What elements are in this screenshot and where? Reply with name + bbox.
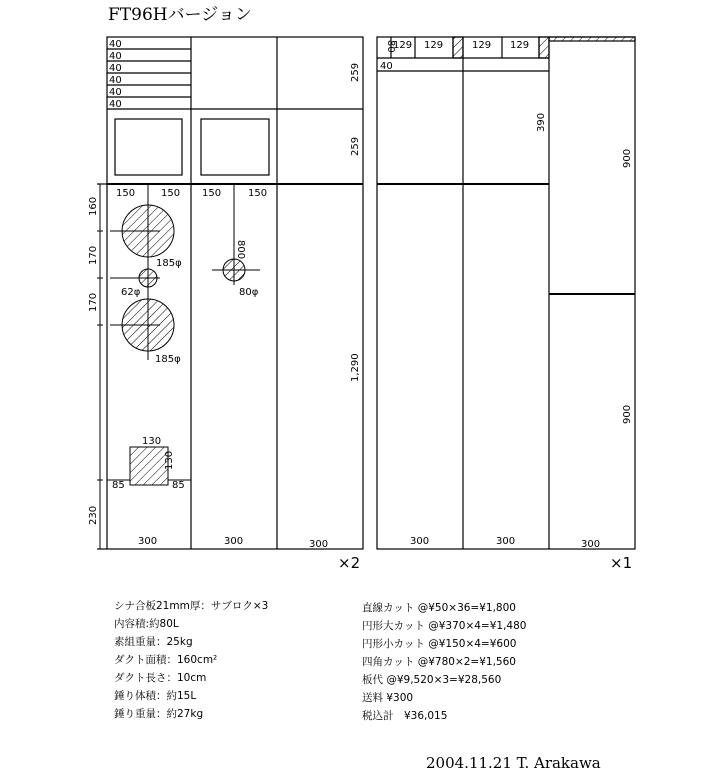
dim-800: 800 xyxy=(235,240,246,260)
window-panel-1 xyxy=(115,119,182,175)
shelf-label: 40 xyxy=(109,51,122,62)
cost-line: 送料 ¥300 xyxy=(362,692,414,704)
label-185b: 185φ xyxy=(155,354,181,365)
bottom-300: 300 xyxy=(496,536,516,547)
right-sheet xyxy=(377,37,635,549)
shelf-label: 40 xyxy=(109,63,122,74)
col2-150a: 150 xyxy=(202,188,222,199)
bottom-300: 300 xyxy=(309,539,329,550)
label-185a: 185φ xyxy=(156,258,182,269)
top-129: 129 xyxy=(424,40,444,51)
col1-150a: 150 xyxy=(116,188,136,199)
top-129: 129 xyxy=(393,40,413,51)
sq-130h: 130 xyxy=(164,450,175,470)
dim-230: 230 xyxy=(88,505,99,525)
dim-1290: 1,290 xyxy=(350,353,361,382)
spec-line: ダクト面積：160cm² xyxy=(114,654,218,666)
spec-line: 錘り重量：約27kg xyxy=(114,708,204,720)
cost-line: 円形小カット @¥150×4=¥600 xyxy=(362,638,517,650)
col1-150b: 150 xyxy=(161,188,181,199)
multiplier-left: ×2 xyxy=(338,554,361,572)
multiplier-right: ×1 xyxy=(610,554,633,572)
shelf-label: 40 xyxy=(109,75,122,86)
cost-line: 板代 @¥9,520×3=¥28,560 xyxy=(362,674,502,686)
label-62: 62φ xyxy=(121,287,141,298)
specs-left xyxy=(114,597,268,723)
spec-line: ダクト長さ：10cm xyxy=(114,672,207,684)
cost-line: 四角カット @¥780×2=¥1,560 xyxy=(362,656,516,668)
dim-900b: 900 xyxy=(622,404,633,424)
sq-85b: 85 xyxy=(172,480,185,491)
shelf-label: 40 xyxy=(109,39,122,50)
spec-line: シナ合板21mm厚：サブロク×3 xyxy=(114,600,269,612)
shelf-40: 40 xyxy=(380,61,393,72)
cost-line: 直線カット @¥50×36=¥1,800 xyxy=(362,602,516,614)
bottom-300: 300 xyxy=(581,539,601,550)
shelf-label: 40 xyxy=(109,87,122,98)
dim-80: 80 xyxy=(385,40,396,53)
dim-170a: 170 xyxy=(88,245,99,265)
bottom-300: 300 xyxy=(224,536,244,547)
square-cutout xyxy=(130,447,168,485)
cost-line: 円形大カット @¥370×4=¥1,480 xyxy=(362,620,527,632)
sq-130w: 130 xyxy=(142,436,162,447)
dim-900a: 900 xyxy=(622,148,633,168)
window-panel-2 xyxy=(201,119,269,175)
top-129: 129 xyxy=(510,40,530,51)
signature: 2004.11.21 T. Arakawa xyxy=(426,754,601,772)
label-80: 80φ xyxy=(239,287,259,298)
sq-85a: 85 xyxy=(112,480,125,491)
dim-170b: 170 xyxy=(88,292,99,312)
spec-line: 錘り体積：約15L xyxy=(114,690,197,702)
col2-150b: 150 xyxy=(248,188,268,199)
top-129: 129 xyxy=(472,40,492,51)
bottom-300: 300 xyxy=(138,536,158,547)
cost-breakdown xyxy=(362,599,526,725)
dim-259-top: 259 xyxy=(350,62,361,82)
spec-line: 内容積:約80L xyxy=(114,618,179,630)
dim-259-mid: 259 xyxy=(350,136,361,156)
shelf-label: 40 xyxy=(109,99,122,110)
bottom-300: 300 xyxy=(410,536,430,547)
spec-line: 素組重量：25kg xyxy=(114,636,193,648)
page-title: FT96Hバージョン xyxy=(108,5,252,25)
cost-line: 税込計 ¥36,015 xyxy=(362,710,448,722)
dim-390: 390 xyxy=(536,112,547,132)
dim-160: 160 xyxy=(88,196,99,216)
